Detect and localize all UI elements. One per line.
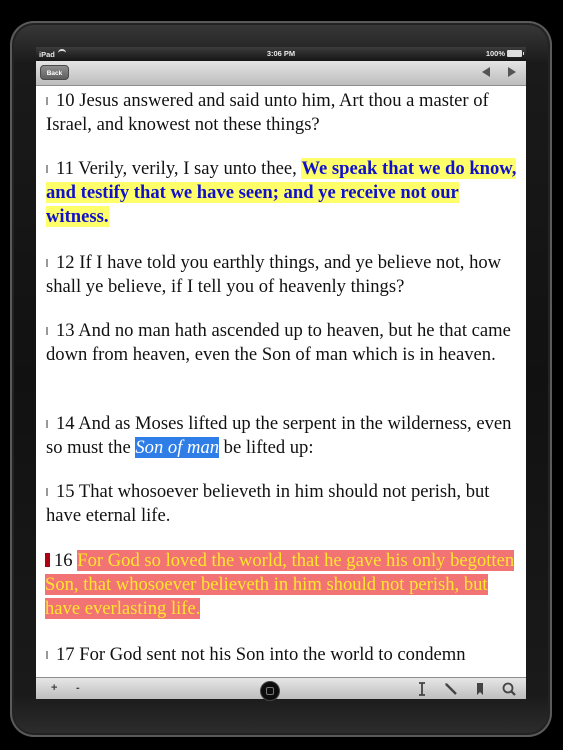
battery-status: [486, 49, 522, 58]
verse-marker: [46, 259, 48, 267]
zoom-out-button[interactable]: -: [76, 682, 80, 694]
verse-number: 14: [56, 413, 75, 434]
blue-highlight[interactable]: Son of man: [135, 437, 220, 458]
verse-marker: [46, 165, 48, 173]
verse-text: For God sent not his Son into the world to condemn: [79, 644, 466, 665]
verse-10[interactable]: [46, 89, 518, 137]
battery-icon: [507, 50, 522, 57]
status-time: 3:06 PM: [266, 49, 296, 58]
battery-percent: 100%: [485, 49, 505, 58]
bottom-toolbar: [36, 677, 526, 699]
verse-number: 16: [54, 550, 73, 571]
next-chapter-icon[interactable]: [508, 67, 516, 77]
previous-chapter-icon[interactable]: [482, 67, 490, 77]
bookmark-marker-icon[interactable]: [45, 553, 50, 567]
verse-14[interactable]: [46, 412, 518, 460]
verse-text-after: be lifted up:: [219, 437, 314, 458]
verse-number: 12: [56, 252, 75, 273]
verse-text: And as Moses lifted up the serpent in the wilderness, even so must the: [46, 413, 512, 458]
verse-marker: [46, 420, 48, 428]
scripture-content[interactable]: [36, 85, 526, 677]
verse-marker: [46, 97, 48, 105]
verse-marker: [46, 651, 48, 659]
top-toolbar: [36, 61, 526, 86]
search-icon[interactable]: [501, 681, 517, 697]
pen-icon[interactable]: [443, 681, 459, 697]
yellow-highlight[interactable]: We speak that we do know, and testify that we have seen; and ye receive not our witness.: [46, 158, 517, 227]
verse-number: 15: [56, 481, 75, 502]
verse-number: 17: [56, 644, 75, 665]
verse-text: Jesus answered and said unto him, Art thou a master of Israel, and knowest not these things?: [46, 90, 489, 135]
verse-17[interactable]: [46, 643, 518, 667]
verse-16[interactable]: [45, 549, 517, 621]
verse-text: Verily, verily, I say unto thee,: [78, 158, 302, 179]
verse-number: 10: [56, 90, 75, 111]
verse-marker: [46, 488, 48, 496]
verse-text: And no man hath ascended up to heaven, but he that came down from heaven, even the Son of man which is in heaven.: [46, 320, 511, 365]
cursor-icon[interactable]: [414, 681, 430, 697]
zoom-in-button[interactable]: +: [51, 682, 58, 694]
verse-text: If I have told you earthly things, and ye believe not, how shall ye believe, if I tell you of heavenly things?: [46, 252, 502, 297]
verse-15[interactable]: [46, 480, 518, 528]
device-label: iPad: [39, 49, 66, 59]
back-button[interactable]: Back: [40, 65, 69, 80]
screen: [36, 47, 526, 699]
bookmark-icon[interactable]: [472, 681, 488, 697]
verse-number: 13: [56, 320, 75, 341]
verse-11[interactable]: [46, 157, 518, 229]
red-highlight[interactable]: For God so loved the world, that he gave his only begotten Son, that whosoever believeth in him should not perish, but have everlasting life.: [45, 550, 515, 619]
status-bar: [36, 47, 526, 61]
verse-marker: [46, 327, 48, 335]
verse-13[interactable]: [46, 319, 518, 367]
verse-text: That whosoever believeth in him should not perish, but have eternal life.: [46, 481, 490, 526]
verse-12[interactable]: [46, 251, 518, 299]
verse-number: 11: [56, 158, 74, 179]
home-button[interactable]: [260, 681, 280, 701]
